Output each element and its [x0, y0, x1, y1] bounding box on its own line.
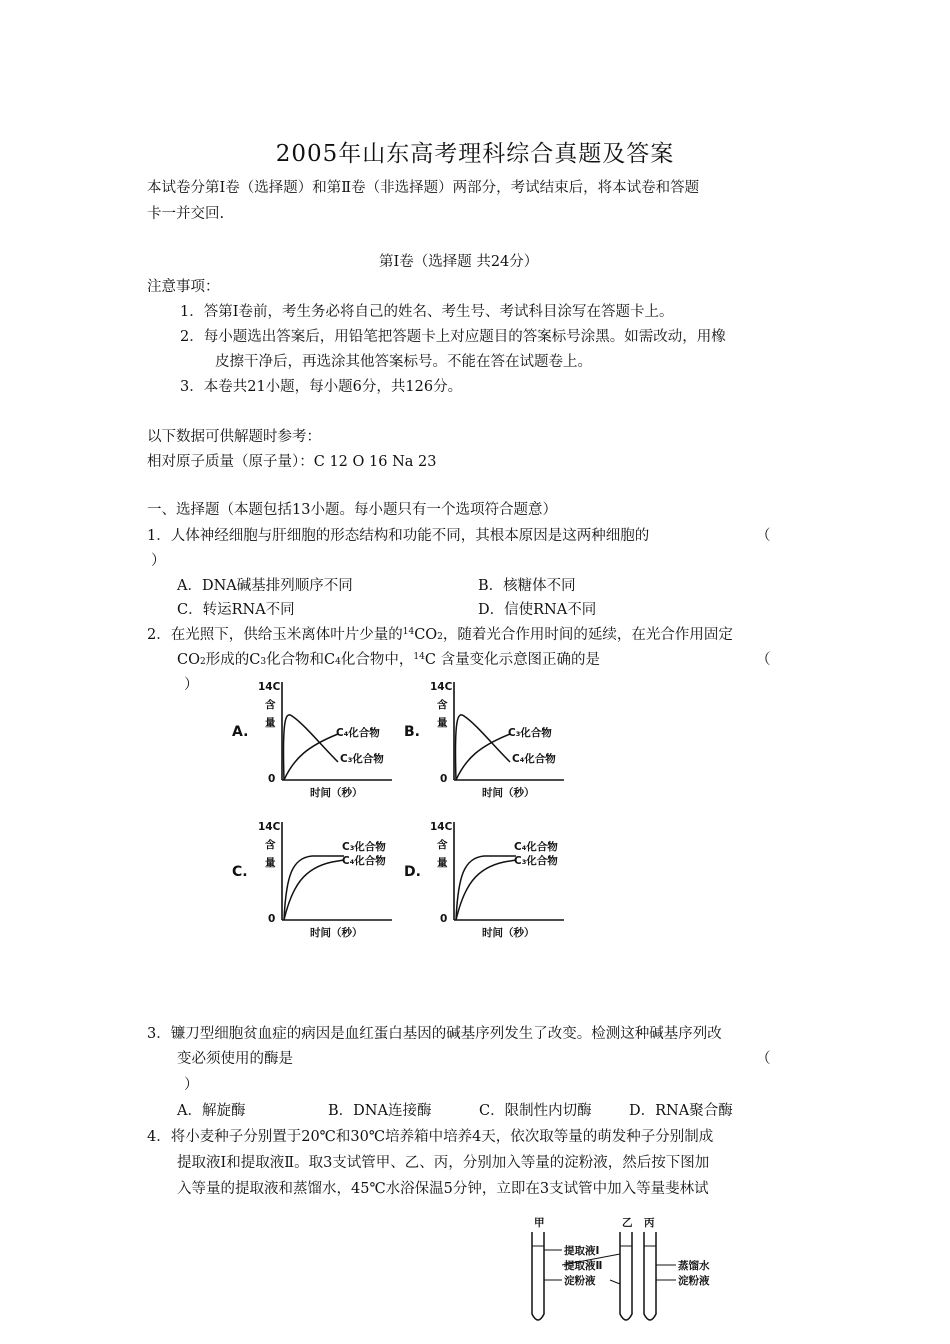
- q2-sup-14: 14: [402, 627, 415, 637]
- q3-option-a: A．解旋酶: [177, 1103, 246, 1119]
- q1-stem: 1．人体神经细胞与肝细胞的形态结构和功能不同，其根本原因是这两种细胞的: [147, 528, 650, 544]
- q2-line-1: [147, 625, 733, 645]
- q2-line2-c: 化合物中，: [340, 652, 414, 668]
- series-label-upper: C₃化合物: [508, 727, 552, 739]
- y-label-liang: 量: [265, 857, 276, 869]
- tube-jia: [532, 1232, 544, 1320]
- notice-1: 1．答第Ⅰ卷前，考生务必将自己的姓名、考生号、考试科目涂写在答题卡上。: [180, 304, 674, 320]
- series-label-upper: C₄化合物: [514, 841, 558, 853]
- q3-option-d: D．RNA聚合酶: [629, 1103, 733, 1119]
- pointer-3b: [610, 1280, 620, 1284]
- q3-option-b: B．DNA连接酶: [328, 1103, 432, 1119]
- tube-label-jia: 甲: [534, 1217, 545, 1229]
- series-curve-1: [456, 856, 516, 920]
- q2-co2-b: CO: [177, 652, 200, 668]
- y-label-14c: 14C: [430, 681, 453, 693]
- x-axis-label: 时间（秒）: [482, 927, 535, 939]
- q2-sub-2: 2: [437, 632, 443, 642]
- q2-co2: CO: [414, 627, 438, 643]
- q2-paren-close: ）: [184, 677, 199, 693]
- panel-letter: D.: [404, 864, 421, 880]
- y-label-han: 含: [265, 839, 276, 851]
- origin-label: 0: [268, 773, 276, 785]
- chart-panel-d: [404, 816, 584, 946]
- y-label-han: 含: [437, 839, 448, 851]
- y-label-han: 含: [265, 699, 276, 711]
- q2-line1-a: 2．在光照下，供给玉米离体叶片少量的: [147, 627, 403, 643]
- q4-line-2: 提取液Ⅰ和提取液Ⅱ。取3支试管甲、乙、丙，分别加入等量的淀粉液，然后按下图加: [177, 1155, 710, 1171]
- q2-paren-open: （: [756, 652, 771, 668]
- tube-text-1: 提取液Ⅰ: [564, 1245, 600, 1257]
- x-axis-label: 时间（秒）: [310, 927, 363, 939]
- test-tube-svg: [520, 1214, 720, 1339]
- q3-paren-close: ）: [184, 1077, 199, 1093]
- chart-svg-a: [232, 676, 412, 802]
- q2-line2-b: 化合物和C: [266, 652, 336, 668]
- origin-label: 0: [440, 773, 448, 785]
- tube-bing: [644, 1232, 656, 1320]
- series-label-lower: C₄化合物: [512, 753, 556, 765]
- chart-svg-d: [404, 816, 584, 942]
- notice-2-cont: 皮擦干净后，再选涂其他答案标号。不能在答在试题卷上。: [215, 354, 592, 370]
- x-axis-label: 时间（秒）: [482, 787, 535, 799]
- y-label-14c: 14C: [258, 821, 281, 833]
- y-label-14c: 14C: [258, 681, 281, 693]
- q1-option-c: C．转运RNA不同: [177, 602, 295, 618]
- q1-option-a: A．DNA碱基排列顺序不同: [177, 578, 353, 594]
- q2-sup-14b: 14: [413, 652, 425, 662]
- tube-yi: [620, 1232, 632, 1320]
- series-label-lower: C₄化合物: [342, 855, 386, 867]
- q2-line-2: [177, 650, 600, 670]
- series-curve-1: [284, 856, 344, 920]
- notice-3: 3．本卷共21小题，每小题6分，共126分。: [180, 379, 463, 395]
- page-title: 2005年山东高考理科综合真题及答案: [275, 141, 675, 167]
- tube-text-4: 蒸馏水: [678, 1260, 710, 1272]
- q4-line-1: 4．将小麦种子分别置于20℃和30℃培养箱中培养4天，依次取等量的萌发种子分别制成: [147, 1129, 714, 1145]
- tube-text-5: 淀粉液: [678, 1275, 710, 1287]
- part1-heading: 一、选择题（本题包括13小题。每小题只有一个选项符合题意）: [147, 502, 557, 518]
- series-label-lower: C₃化合物: [340, 753, 384, 765]
- q1-paren-open: （: [756, 528, 771, 544]
- panel-letter: C.: [232, 864, 248, 880]
- series-curve-2: [456, 734, 510, 780]
- ref-masses: 相对原子质量（原子量）：C 12 O 16 Na 23: [147, 454, 437, 470]
- chart-svg-b: [404, 676, 584, 802]
- q2-line2-d: C 含量变化示意图正确的是: [424, 652, 601, 668]
- y-label-liang: 量: [437, 857, 448, 869]
- series-curve-2: [284, 734, 338, 780]
- q2-sub-3: 3: [260, 657, 267, 667]
- origin-label: 0: [268, 913, 276, 925]
- section1-heading: 第Ⅰ卷（选择题 共24分）: [379, 254, 539, 270]
- chart-panel-b: [404, 676, 584, 806]
- y-label-liang: 量: [265, 717, 276, 729]
- tube-label-bing: 丙: [644, 1217, 655, 1229]
- tube-text-2: 提取液Ⅱ: [564, 1260, 603, 1272]
- tube-label-yi: 乙: [622, 1217, 633, 1229]
- q3-paren-open: （: [756, 1051, 771, 1067]
- q4-line-3: 入等量的提取液和蒸馏水，45℃水浴保温5分钟，立即在3支试管中加入等量斐林试: [177, 1181, 709, 1197]
- chart-panel-a: [232, 676, 412, 806]
- notice-heading: 注意事项：: [147, 279, 220, 295]
- q1-option-b: B．核糖体不同: [478, 578, 576, 594]
- series-label-upper: C₄化合物: [336, 727, 380, 739]
- q3-line-1: 3．镰刀型细胞贫血症的病因是血红蛋白基因的碱基序列发生了改变。检测这种碱基序列改: [147, 1026, 722, 1042]
- q3-line-2: 变必须使用的酶是: [177, 1051, 293, 1067]
- intro-line-2: 卡一并交回.: [147, 206, 225, 222]
- y-label-liang: 量: [437, 717, 448, 729]
- tube-text-3: 淀粉液: [564, 1275, 596, 1287]
- ref-heading: 以下数据可供解题时参考：: [147, 429, 321, 445]
- chart-svg-c: [232, 816, 412, 942]
- x-axis-label: 时间（秒）: [310, 787, 363, 799]
- y-label-han: 含: [437, 699, 448, 711]
- q2-line1-b: ，随着光合作用时间的延续，在光合作用固定: [442, 627, 733, 643]
- intro-line-1: 本试卷分第Ⅰ卷（选择题）和第Ⅱ卷（非选择题）两部分，考试结束后，将本试卷和答题: [147, 180, 700, 196]
- panel-letter: A.: [232, 724, 249, 740]
- q2-sub-4: 4: [335, 657, 341, 667]
- origin-label: 0: [440, 913, 448, 925]
- q2-line2-a: 形成的C: [205, 652, 261, 668]
- q2-sub-2b: 2: [199, 657, 206, 667]
- q3-option-c: C．限制性内切酶: [479, 1103, 592, 1119]
- series-label-upper: C₃化合物: [342, 841, 386, 853]
- notice-2: 2．每小题选出答案后，用铅笔把答题卡上对应题目的答案标号涂黑。如需改动，用橡: [180, 329, 726, 345]
- y-label-14c: 14C: [430, 821, 453, 833]
- q1-option-d: D．信使RNA不同: [478, 602, 597, 618]
- series-label-lower: C₃化合物: [514, 855, 558, 867]
- panel-letter: B.: [404, 724, 420, 740]
- test-tube-figure: [520, 1214, 720, 1343]
- q1-paren-close: ）: [151, 553, 166, 569]
- chart-panel-c: [232, 816, 412, 946]
